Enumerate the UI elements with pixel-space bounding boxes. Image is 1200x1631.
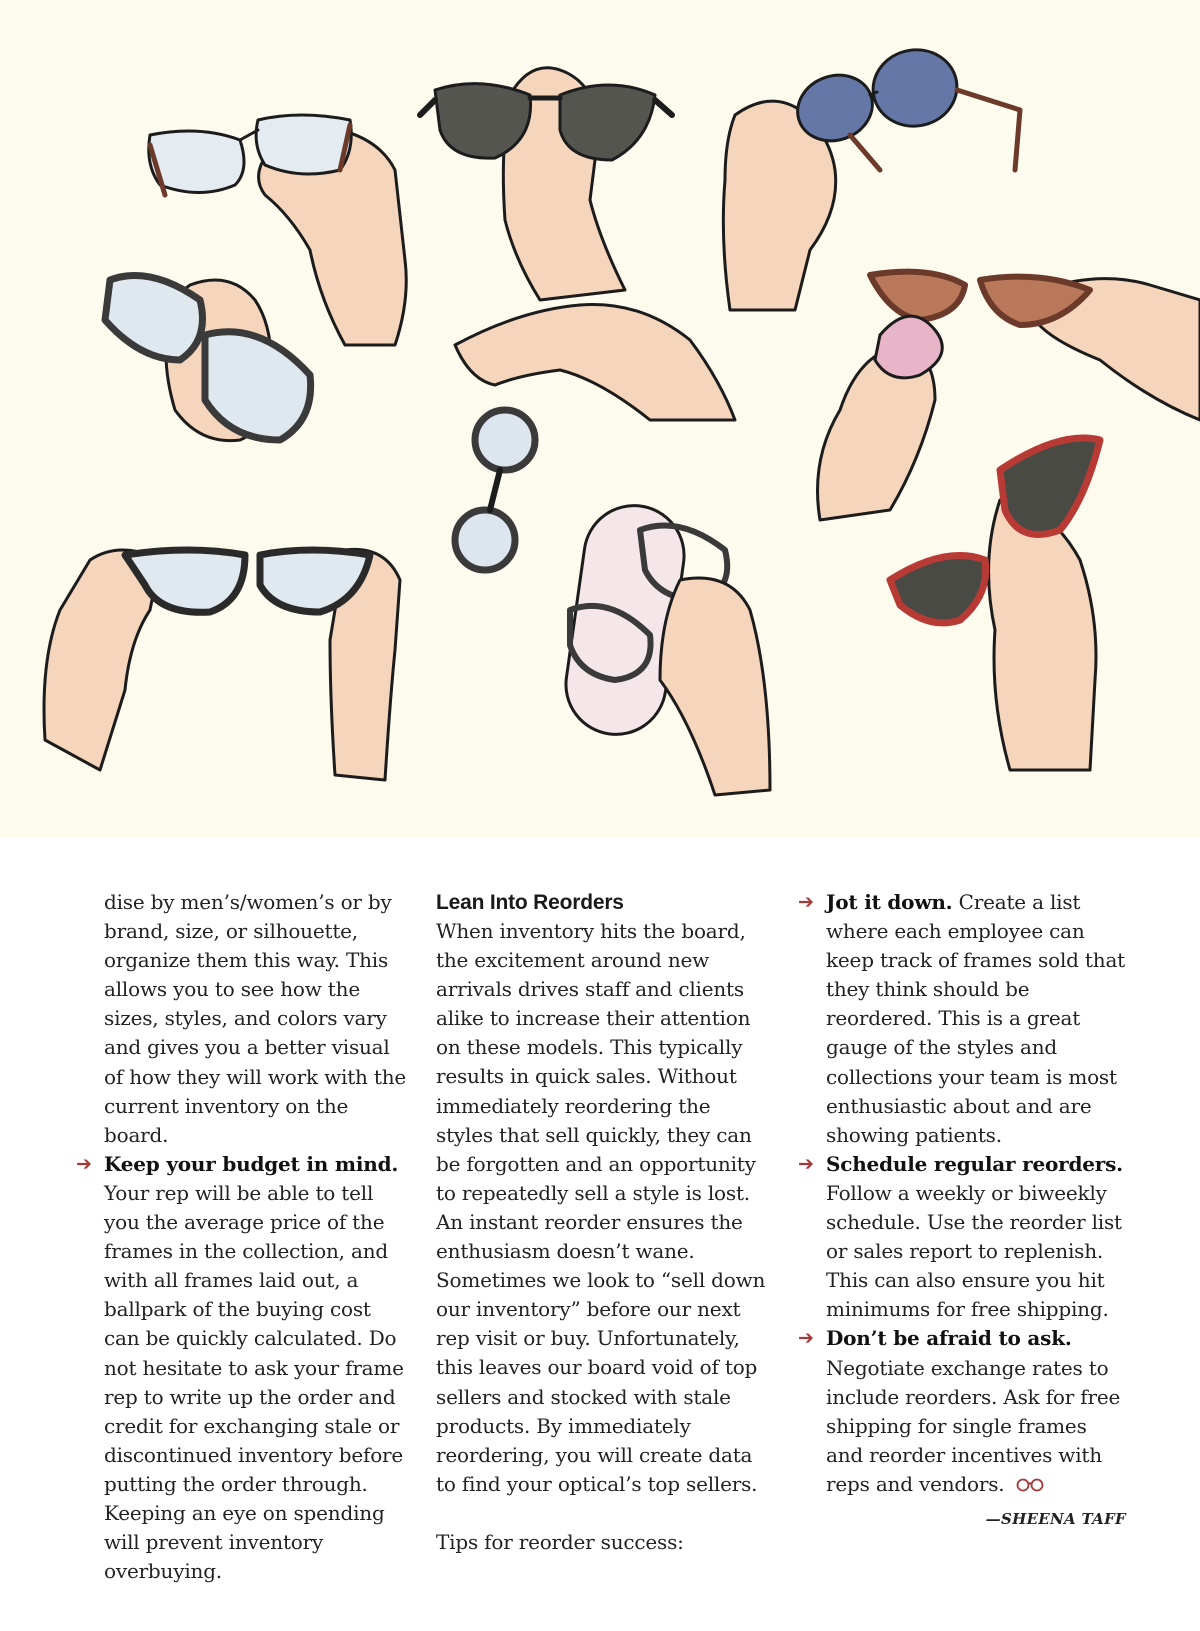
- arrow-icon: ➔: [798, 1152, 814, 1175]
- bullet-body: Your rep will be able to tell you the average price of the frames in the collection, and with all frames laid out, a ballpark of the buying cost can be quickly calculated. Do not hesitate to ask your frame rep to write up the order and credit for exchanging stale or discontinued inventory before putting the order through. Keeping an eye on spending will prevent inventory overbuying.: [104, 1180, 404, 1584]
- bullet-item: [798, 888, 1126, 1150]
- column-1: [76, 888, 409, 1586]
- bullet-lead: Schedule regular reorders.: [826, 1151, 1123, 1176]
- cleaning-cloth-icon: [875, 316, 942, 378]
- section-heading: Lean Into Reorders: [436, 891, 624, 914]
- hand-icon: [660, 578, 770, 795]
- paragraph: When inventory hits the board, the excitement around new arrivals drives staff and clients alike to increase their attention on these models. This typically results in quick sales. Without immediately reordering the styles that sell quickly, they can be forgotten and an opportunity to repeatedly sell a style is lost. An instant reorder ensures the enthusiasm doesn’t wane. Sometimes we look to “sell down our inventory” before our next rep visit or buy. Unfortunately, this leaves our board void of top sellers and stocked with stale products. By immediately reordering, you will create data to find your optical’s top sellers.: [436, 919, 766, 1496]
- column-2: [436, 888, 771, 1557]
- column-3: [798, 888, 1126, 1534]
- arrow-icon: ➔: [798, 1327, 814, 1350]
- bullet-item: [798, 1150, 1126, 1325]
- hand-icon: [989, 500, 1096, 770]
- byline: —SHEENA TAFF: [985, 1509, 1126, 1528]
- tips-intro: Tips for reorder success:: [436, 1529, 684, 1554]
- hand-icon: [455, 304, 735, 420]
- bullet-lead: Don’t be afraid to ask.: [826, 1326, 1072, 1351]
- bullet-item: [798, 1324, 1126, 1499]
- arrow-icon: ➔: [76, 1152, 92, 1175]
- sunglasses-icon: [125, 550, 370, 612]
- bullet-body: Follow a weekly or biweekly schedule. Use the reorder list or sales report to replenish. This can also ensure you hit minimums for free shipping.: [826, 1180, 1122, 1322]
- bullet-item: [76, 1150, 409, 1586]
- bullet-lead: Keep your budget in mind.: [104, 1151, 399, 1176]
- bullet-lead: Jot it down.: [826, 890, 953, 914]
- paragraph: dise by men’s/women’s or by brand, size, or silhouette, organize them this way. This allows you to see how the sizes, styles, and colors vary and gives you a better visual of how they will work with the current inventory on the board.: [104, 890, 407, 1147]
- end-mark-glasses-icon: [1015, 1478, 1045, 1492]
- glasses-icon: [455, 410, 535, 570]
- arrow-icon: ➔: [798, 891, 814, 913]
- bullet-body: Negotiate exchange rates to include reorders. Ask for free shipping for single frames and reorder incentives with reps and vendors.: [826, 1355, 1121, 1496]
- bullet-body: Create a list where each employee can keep track of frames sold that they think should be reordered. This is a great gauge of the styles and collections your team is most enthusiastic about and are showing patients.: [826, 890, 1126, 1147]
